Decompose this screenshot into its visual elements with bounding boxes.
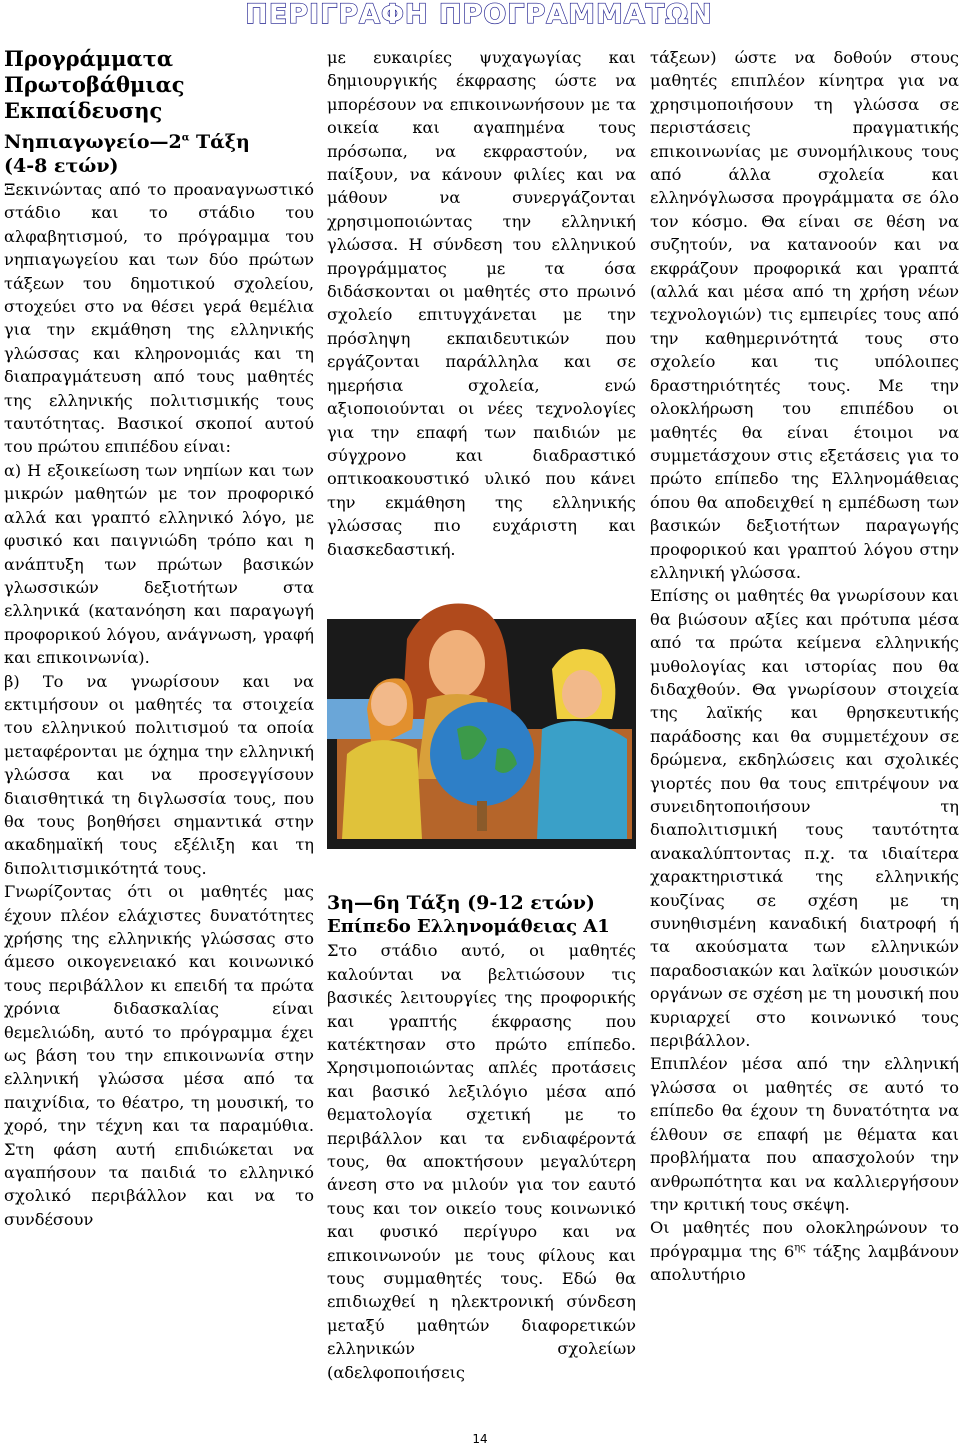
age-range: (4-8 ετών) [4,155,119,177]
level-subheading: Επίπεδο Ελληνομάθειας Α1 [327,916,610,938]
paragraph-graduation: Οι μαθητές που ολοκληρώνουν το πρόγραμμα της $6^{\eta\varsigma}$ τάξης λαμβάνουν απολυτήριο [650,1218,959,1285]
paragraph-intro: Ξεκινώντας από το προαναγνωστικό στάδιο και το στάδιο του αλφαβητισμού, το πρόγραμμα του νηπιαγωγείου και των δύο πρώτων τάξεων του δημοτικού σχολείου, στοχεύει στο να θέσει γερά θεμέλια για την εκμάθηση της ελληνικής γλώσσας και κληρονομιάς και τη διαπραγμάτευση από τους μαθητές της ελληνικής πολιτισμικής τους ταυτότητας. Βασικοί σκοποί αυτού του πρώτου επιπέδου είναι: [4,180,314,457]
children-globe-illustration [327,579,636,849]
section-title: Προγράμματα Πρωτοβάθμιας Εκπαίδευσης [4,46,185,123]
column-1 [4,46,314,1231]
section-subtitle: $N\eta\pi\iota\alpha\gamma\omega\gamma\varepsilon ίo—2^\alpha$ Τάξη [4,131,250,153]
paragraph-goal-a: α) Η εξοικείωση των νηπίων και των μικρών μαθητών με τον προφορικό αλλά και γραπτό ελληνικό λόγο, με φυσικό και παιγνιώδη τρόπο και η ανάπτυξη των πρώτων βασικών γλωσσικών δεξιοτήτων στα ελληνικά (κατανόηση και παραγωγή προφορικού λόγου, ανάγνωση, γραφή και επικοινωνία). [4,460,314,668]
paragraph-continued: με ευκαιρίες ψυχαγωγίας και δημιουργικής έκφρασης ώστε να μπορέσουν να επικοινωνήσουν με τα οικεία και αγαπημένα τους πρόσωπα, να εκφραστούν, να παίξουν, να κάνουν φιλίες και να μάθουν να συνεργάζονται χρησιμοποιώντας την ελληνική γλώσσα. Η σύνδεση του ελληνικού προγράμματος με τα όσα διδάσκονται οι μαθητές στο πρωινό σχολείο επιτυγχάνεται με την πρόσληψη εκπαιδευτικών που εργάζονται παράλληλα και σε ημερήσια σχολεία, ενώ αξιοποιούνται οι νέες τεχνολογίες για την επαφή των παιδιών με σύγχρονο και διαδραστικό οπτικοακουστικό υλικό που κάνει την εκμάθηση της ελληνικής γλώσσας πιο ευχάριστη και διασκεδαστική. [327,48,636,559]
column-2 [327,46,636,1384]
paragraph-goal-b: β) Το να γνωρίσουν και να εκτιμήσουν οι μαθητές τα στοιχεία του ελληνικού πολιτισμού τα οποία μεταφέρονται με όχημα την ελληνική γλώσσα και να προσεγγίσουν διαισθητικά τη διγλωσσία τους, που θα τους βοηθήσει σημαντικά στην ακαδημαϊκή τους εξέλιξη και τη διπολιτισμικότητά τους. [4,671,314,878]
paragraph-approach: Γνωρίζοντας ότι οι μαθητές μας έχουν πλέον ελάχιστες δυνατότητες χρήσης της ελληνικής γλώσσας στο άμεσο οικογενειακό και κοινωνικό τους περιβάλλον κι επειδή τα πρώτα χρόνια διδασκαλίας είναι θεμελιώδη, αυτό το πρόγραμμα έχει ως βάση του την επικοινωνία στην ελληνική γλώσσα μέσα από τα παιχνίδια, το θέατρο, τη μουσική, το χορό, την τέχνη και τα παραμύθια. Στη φάση αυτή επιδιώκεται να αγαπήσουν τα παιδιά το ελληνικό σχολικό περιβάλλον και να το συνδέσουν [4,882,314,1229]
paragraph-exchange: τάξεων) ώστε να δοθούν στους μαθητές επιπλέον κίνητρα για να χρησιμοποιήσουν τη γλώσσα σε περιστάσεις πραγματικής επικοινωνίας με συνομήλικους τους από άλλα σχολεία και ελληνόγλωσσα προγράμματα σε όλο τον κόσμο. Θα είναι σε θέση να συζητούν, να κατανοούν και να εκφράζουν προφορικά και γραπτά (αλλά και μέσα από τη χρήση νέων τεχνολογιών) τις εμπειρίες τους από την καθημερινότητά τους στο σχολείο και τις υπόλοιπες δραστηριότητές τους. Με την ολοκλήρωση του επιπέδου οι μαθητές θα είναι έτοιμοι να συμμετάσχουν στις εξετάσεις για το πρώτο επίπεδο της Ελληνομάθειας όπου θα αποδειχθεί η εμπέδωση των βασικών δεξιοτήτων παραγωγής προφορικού και γραπτού λόγου στην ελληνική γλώσσα. [650,48,959,582]
page-header: ΠΕΡΙΓΡΑΦΗ ΠΡΟΓΡΑΜΜΑΤΩΝ [245,0,713,30]
level-heading: 3η—6η Τάξη (9-12 ετών) [327,892,595,915]
paragraph-culture: Επίσης οι μαθητές θα γνωρίσουν και θα βιώσουν αξίες και πρότυπα μέσα από τα πρώτα κείμενα ελληνικής μυθολογίας και ιστορίας που θα διδαχθούν. Θα γνωρίσουν στοιχεία της λαϊκής και θρησκευτικής παράδοσης και θα συμμετέχουν σε δρώμενα, εκδηλώσεις και σχολικές γιορτές που θα τους επιτρέψουν να συνειδητοποιήσουν τη διαπολιτισμική τους ταυτότητα ανακαλύπτοντας π.χ. τα ιδιαίτερα χαρακτηριστικά της ελληνικής κουζίνας σε σχέση με τη συνηθισμένη καναδική διατροφή ή τα ακούσματα των ελληνικών παραδοσιακών και λαϊκών μουσικών οργάνων σε σχέση με τη μουσική που κυριαρχεί στο κοινωνικό τους περιβάλλον. [650,586,959,1051]
paragraph-critical-thinking: Επιπλέον μέσα από την ελληνική γλώσσα οι μαθητές σε αυτό το επίπεδο θα έχουν τη δυνατότητα να έλθουν σε επαφή με θέματα και προβλήματα που απασχολούν την ανθρωπότητα και να καλλιεργήσουν την κριτική τους σκέψη. [650,1054,959,1214]
column-3 [650,46,959,1287]
page-number: 14 [472,1432,488,1446]
paragraph-level-a1: Στο στάδιο αυτό, οι μαθητές καλούνται να βελτιώσουν τις βασικές λειτουργίες της προφορικής και γραπτής έκφρασης που κατέκτησαν στο πρώτο επίπεδο. Χρησιμοποιώντας απλές προτάσεις και βασικό λεξιλόγιο μέσα από θεματολογία σχετική με το περιβάλλον και τα ενδιαφέροντά τους, θα αποκτήσουν μεγαλύτερη άνεση στο να μιλούν για τον εαυτό τους και τον οικείο τους κοινωνικό και φυσικό περίγυρο και να επικοινωνούν με τους φίλους και τους συμμαθητές τους. Εδώ θα επιδιωχθεί η ηλεκτρονική σύνδεση μεταξύ μαθητών διαφορετικών ελληνικών σχολείων (αδελφοποιήσεις [327,941,636,1382]
